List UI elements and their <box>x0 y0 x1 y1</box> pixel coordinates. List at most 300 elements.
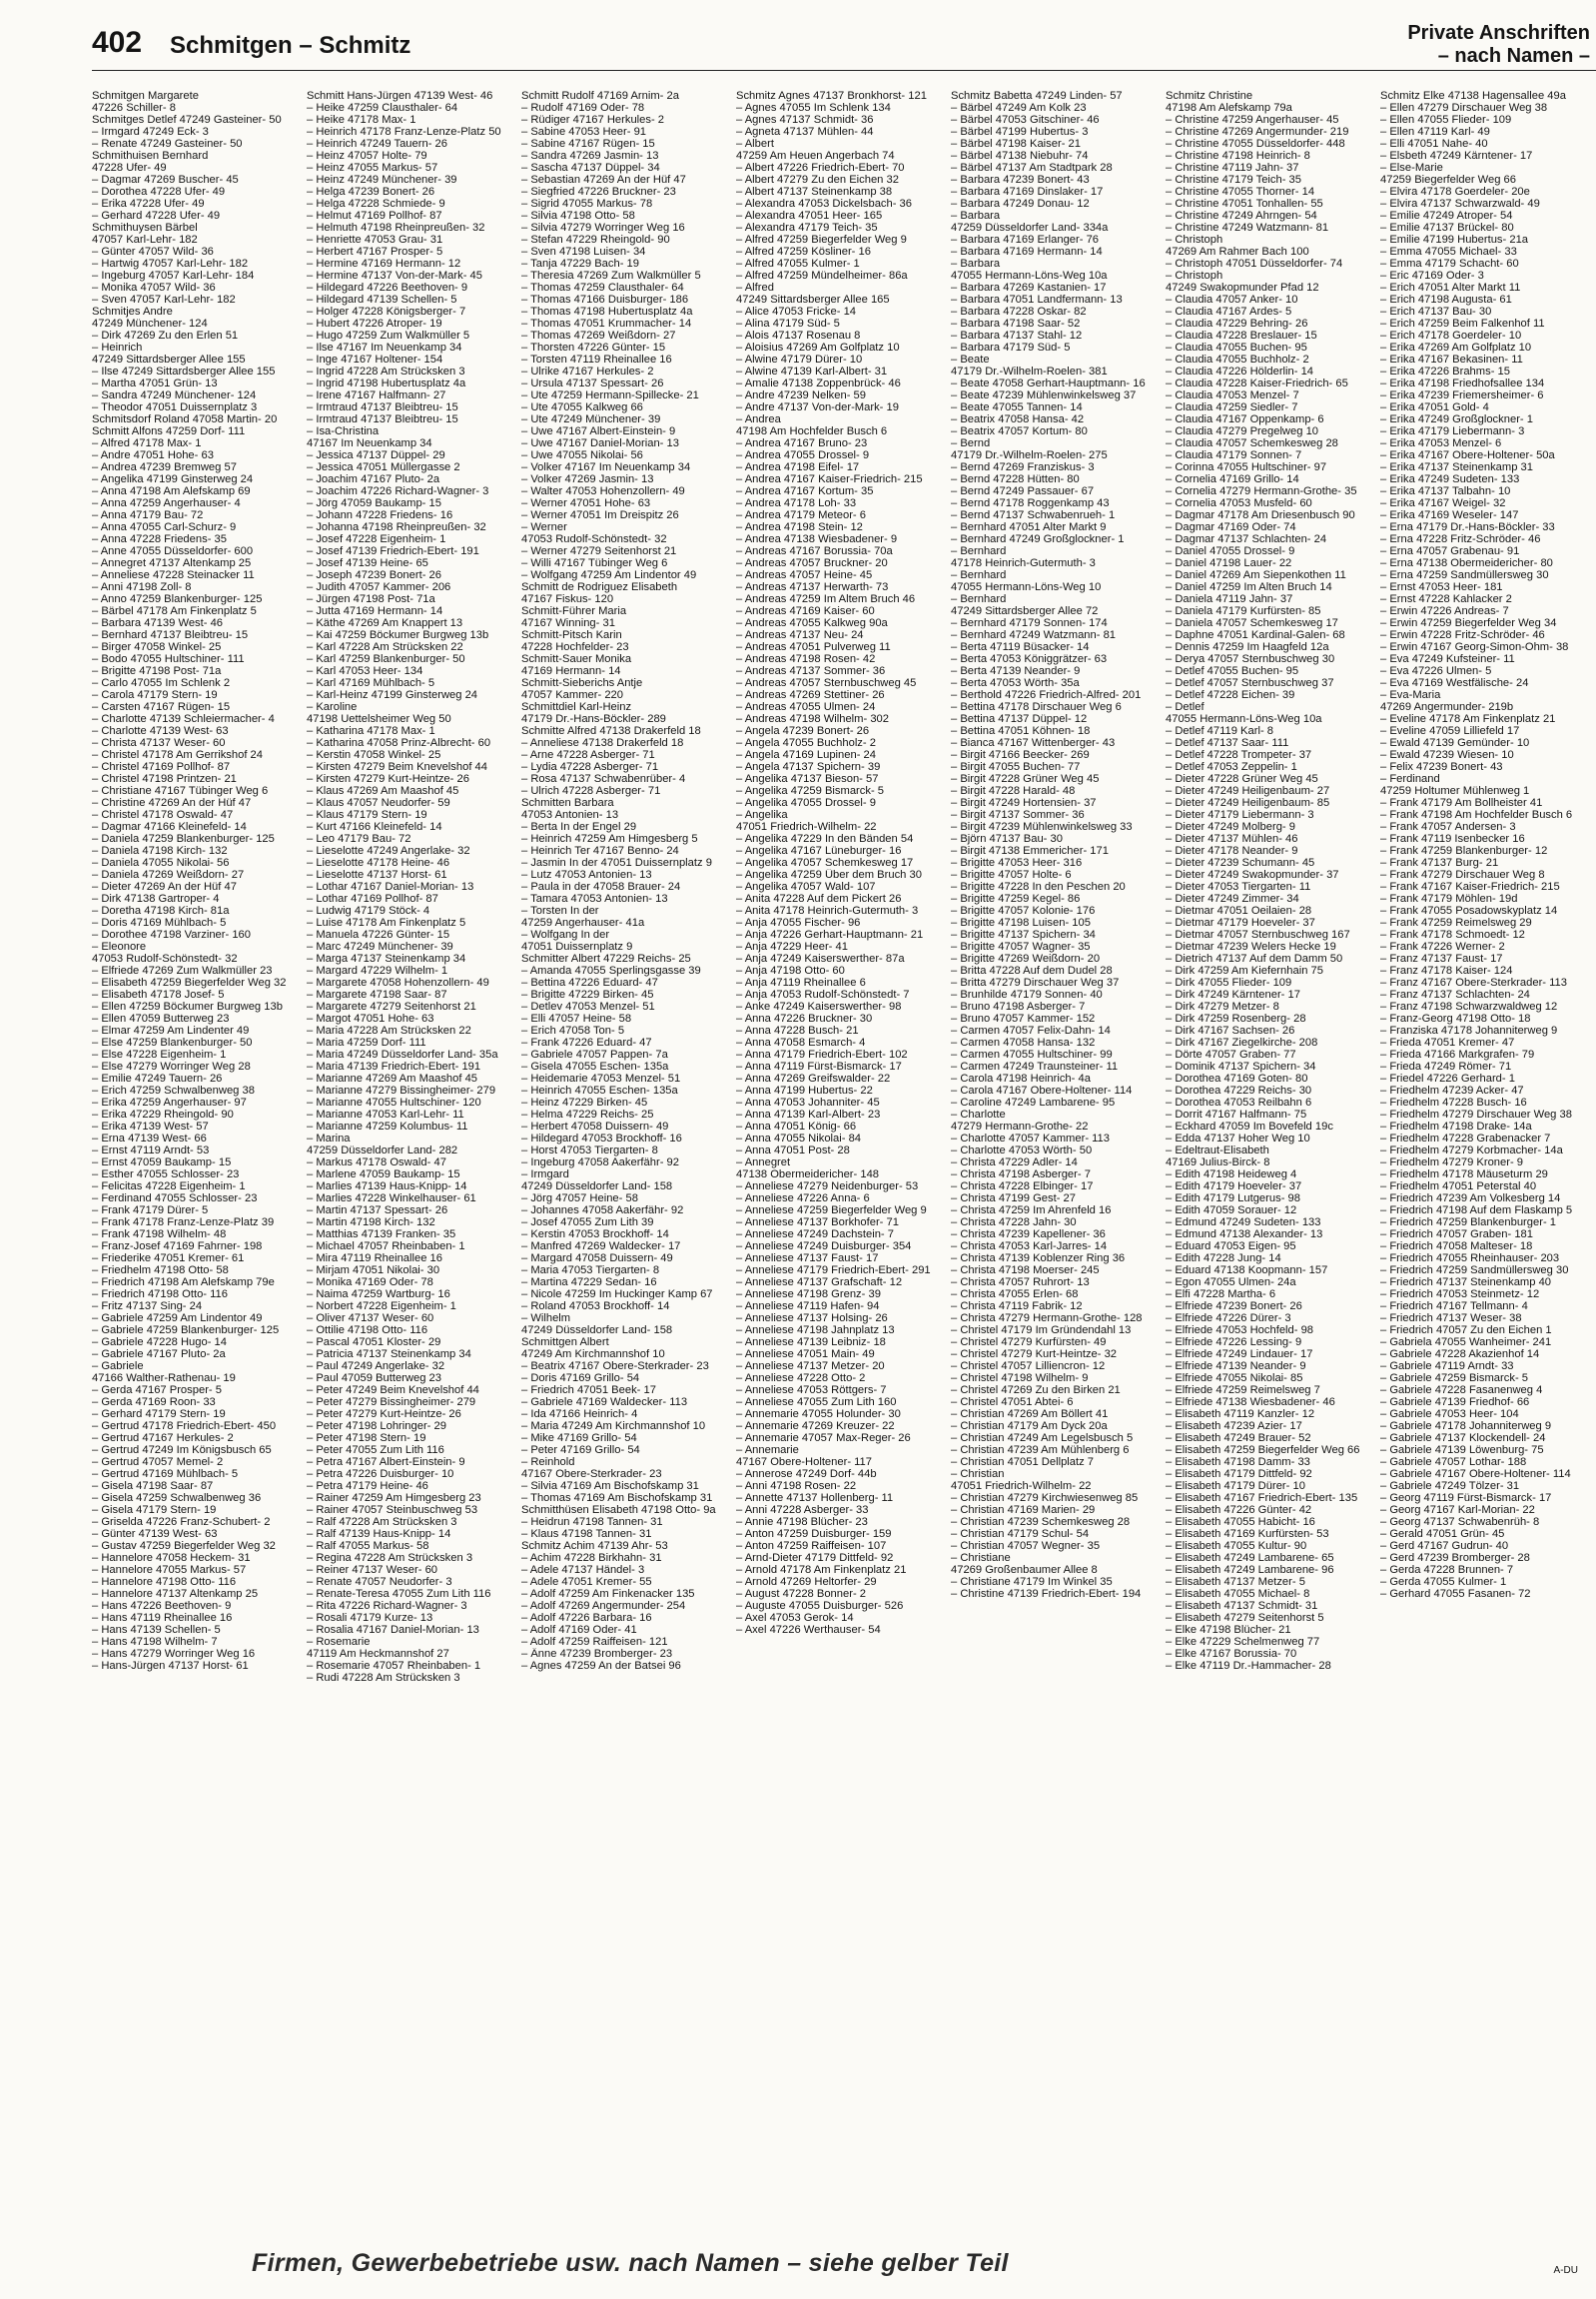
directory-entry: – Felicitas 47228 Eigenheim- 1 <box>92 1180 246 1192</box>
directory-entry: – Eva 47169 Westfälische- 24 <box>1380 677 1529 689</box>
directory-entry: – Heinrich 47178 Franz-Lenze-Platz 50 <box>307 126 501 138</box>
directory-entry: 47269 Großenbaumer Allee 8 <box>951 1564 1098 1576</box>
directory-entry: – Anneliese 47228 Steinacker 11 <box>92 569 255 581</box>
directory-entry: 47167 Fiskus- 120 <box>521 593 614 605</box>
directory-entry: – Gabriele 47137 Klockendell- 24 <box>1380 1432 1546 1444</box>
directory-entry: – Elfriede 47226 Lessing- 9 <box>1166 1336 1302 1348</box>
directory-entry: – Andreas 47057 Heine- 45 <box>736 569 873 581</box>
directory-entry: 47198 Am Alefskamp 79a <box>1166 102 1292 114</box>
directory-entry: – Anja 47226 Gerhart-Hauptmann- 21 <box>736 929 924 941</box>
directory-entry: – Andreas 47137 Herwarth- 73 <box>736 581 889 593</box>
directory-entry: – Auguste 47055 Duisburger- 526 <box>736 1600 904 1612</box>
directory-entry: – Elisabeth 47055 Kultur- 90 <box>1166 1540 1307 1552</box>
directory-entry: – Heinrich 47055 Eschen- 135a <box>521 1085 678 1097</box>
directory-entry: – Joachim 47167 Pluto- 2a <box>307 473 440 485</box>
directory-entry: – Elisabeth 47239 Azier- 17 <box>1166 1420 1302 1432</box>
directory-entry: – Christine 47198 Heinrich- 8 <box>1166 150 1310 162</box>
directory-entry: – Kerstin 47058 Winkel- 25 <box>307 749 441 761</box>
directory-entry: – Brigitte 47269 Weißdorn- 20 <box>951 953 1101 965</box>
directory-entry: 47055 Hermann-Löns-Weg 10a <box>951 270 1108 282</box>
directory-entry: – Elisabeth 47198 Damm- 33 <box>1166 1456 1310 1468</box>
directory-entry: – Christoph 47051 Düsseldorfer- 74 <box>1166 258 1343 270</box>
directory-entry: – Heinz 47055 Markus- 57 <box>307 162 438 174</box>
directory-entry: – Ellen 47119 Karl- 49 <box>1380 126 1490 138</box>
directory-entry: – Daniela 47259 Blankenburger- 125 <box>92 833 275 845</box>
directory-entry: – Renate 47249 Gasteiner- 50 <box>92 138 243 150</box>
directory-entry: – Georg 47167 Karl-Morian- 22 <box>1380 1504 1535 1516</box>
directory-entry: – Doris 47169 Mühlbach- 5 <box>92 917 227 929</box>
directory-entry: – Anneliese 47259 Biegerfelder Weg 9 <box>736 1204 927 1216</box>
directory-entry: – Christa 47228 Elbinger- 17 <box>951 1180 1094 1192</box>
directory-entry: – Erwin 47259 Biegerfelder Weg 34 <box>1380 617 1557 629</box>
directory-entry: – Eva-Maria <box>1380 689 1441 701</box>
directory-entry: – Ilse 47167 Im Neuenkamp 34 <box>307 342 462 354</box>
directory-entry: – Derya 47057 Sternbuschweg 30 <box>1166 653 1335 665</box>
directory-entry: – Herbert 47167 Prosper- 5 <box>307 246 443 258</box>
directory-entry: Schmitt-Pitsch Karin <box>521 629 622 641</box>
directory-entry: – Christine 47249 Watzmann- 81 <box>1166 222 1329 234</box>
directory-entry: – Helma 47229 Reichs- 25 <box>521 1109 654 1121</box>
directory-entry: Schmithuisen Bernhard <box>92 150 209 162</box>
directory-entry: – Mike 47169 Grillo- 54 <box>521 1432 637 1444</box>
directory-entry: – Daniel 47259 Im Alten Bruch 14 <box>1166 581 1332 593</box>
directory-entry: – Manfred 47269 Waldecker- 17 <box>521 1240 681 1252</box>
directory-entry: – Christine 47055 Düsseldorfer- 448 <box>1166 138 1345 150</box>
directory-entry: – Annemarie 47057 Max-Reger- 26 <box>736 1432 911 1444</box>
directory-entry: – Claudia 47055 Buchholz- 2 <box>1166 354 1309 366</box>
directory-entry: – Heidemarie 47053 Menzel- 51 <box>521 1073 681 1085</box>
directory-entry: – Gisela 47055 Eschen- 135a <box>521 1061 669 1073</box>
directory-entry: – Gerda 47169 Roon- 33 <box>92 1396 216 1408</box>
directory-entry: 47051 Friedrich-Wilhelm- 22 <box>951 1480 1092 1492</box>
directory-entry: – Lutz 47053 Antonien- 13 <box>521 869 652 881</box>
directory-entry: – Barbara 47139 West- 46 <box>92 617 224 629</box>
directory-entry: – Gerd 47167 Gudrun- 40 <box>1380 1540 1509 1552</box>
directory-entry: – Theresia 47269 Zum Walkmüller 5 <box>521 270 701 282</box>
directory-entry: – Anke 47249 Kaiserswerther- 98 <box>736 1001 902 1013</box>
directory-entry: 47259 Holtumer Mühlenweg 1 <box>1380 785 1530 797</box>
directory-entry: – Berta 47053 Königgrätzer- 63 <box>951 653 1108 665</box>
directory-entry: – Erika 47137 Talbahn- 10 <box>1380 485 1511 497</box>
directory-entry: – Claudia 47053 Menzel- 7 <box>1166 389 1299 401</box>
directory-entry: – Corinna 47055 Hultschiner- 97 <box>1166 461 1327 473</box>
directory-entry: – Marianne 47259 Kolumbus- 11 <box>307 1121 468 1133</box>
section-heading <box>1407 22 1590 68</box>
directory-entry: – Ute 47259 Hermann-Spillecke- 21 <box>521 389 699 401</box>
directory-entry: – Gerd 47239 Bromberger- 28 <box>1380 1552 1530 1564</box>
directory-entry: – Friedrich 47057 Zu den Eichen 1 <box>1380 1324 1552 1336</box>
directory-entry: – Christiane <box>951 1552 1011 1564</box>
directory-entry: – Andreas 47137 Neu- 24 <box>736 629 864 641</box>
directory-entry: – Barbara <box>951 210 1001 222</box>
directory-entry: – Dominik 47137 Spichern- 34 <box>1166 1061 1316 1073</box>
directory-entry: – Anneliese 47137 Borkhofer- 71 <box>736 1216 899 1228</box>
directory-entry: – Karl 47053 Heer- 134 <box>307 665 423 677</box>
directory-entry: – Daniela 47119 Jahn- 37 <box>1166 593 1293 605</box>
directory-entry: – Torsten In der <box>521 905 599 917</box>
directory-entry: – Elfriede 47055 Nikolai- 85 <box>1166 1372 1303 1384</box>
directory-entry: – Gerhard 47228 Ufer- 49 <box>92 210 221 222</box>
directory-entry: – Frank 47178 Schmoedt- 12 <box>1380 929 1525 941</box>
directory-entry: – Hannelore 47058 Heckem- 31 <box>92 1552 251 1564</box>
directory-entry: – Lydia 47228 Asberger- 71 <box>521 761 659 773</box>
directory-entry: Schmitt Hans-Jürgen 47139 West- 46 <box>307 90 493 102</box>
directory-entry: – Beate 47058 Gerhart-Hauptmann- 16 <box>951 378 1146 389</box>
directory-entry: – Gabriele 47119 Arndt- 33 <box>1380 1360 1514 1372</box>
directory-entry: – Annerose 47249 Dorf- 44b <box>736 1468 877 1480</box>
directory-entry: – Ingeburg 47058 Aakerfähr- 92 <box>521 1156 679 1168</box>
directory-entry: – Albert 47226 Friedrich-Ebert- 70 <box>736 162 905 174</box>
directory-entry: – Agnes 47137 Schmidt- 36 <box>736 114 874 126</box>
directory-entry: – Friedhelm 47228 Grabenacker 7 <box>1380 1133 1551 1145</box>
directory-entry: – Bernhard 47249 Watzmann- 81 <box>951 629 1117 641</box>
directory-column-1 <box>92 90 304 2227</box>
directory-entry: – Elisabeth 47055 Habicht- 16 <box>1166 1516 1315 1528</box>
directory-entry: – Else-Marie <box>1380 162 1443 174</box>
directory-entry: – Hannelore 47137 Altenkamp 25 <box>92 1588 259 1600</box>
directory-entry: – Gabriele 47228 Fasanenweg 4 <box>1380 1384 1543 1396</box>
directory-entry: – Elfriede 47226 Dürer- 3 <box>1166 1312 1291 1324</box>
directory-entry: – Daniela 47055 Nikolai- 56 <box>92 857 230 869</box>
directory-entry: – Dieter 47249 Heiligenbaum- 27 <box>1166 785 1330 797</box>
directory-entry: – Dieter 47137 Mühlen- 46 <box>1166 833 1298 845</box>
directory-entry: – Anja 47249 Kaiserswerther- 87a <box>736 953 905 965</box>
directory-entry: – Erika 47169 Weseler- 147 <box>1380 509 1519 521</box>
directory-entry: – Angela 47169 Lupinen- 24 <box>736 749 876 761</box>
directory-entry: – Christiane 47167 Tübinger Weg 6 <box>92 785 269 797</box>
directory-entry: – Maria 47053 Tiergarten- 8 <box>521 1264 660 1276</box>
directory-entry: – Frank 47226 Werner- 2 <box>1380 941 1505 953</box>
directory-entry: – Arne 47228 Asberger- 71 <box>521 749 655 761</box>
directory-entry: – Elisabeth 47055 Michael- 8 <box>1166 1588 1310 1600</box>
directory-entry: – Andrea 47198 Stein- 12 <box>736 521 863 533</box>
directory-entry: – Hugo 47259 Zum Walkmüller 5 <box>307 330 470 342</box>
directory-entry: – Friedrich 47055 Rheinhauser- 203 <box>1380 1252 1560 1264</box>
directory-entry: – Torsten 47119 Rheinallee 16 <box>521 354 672 366</box>
directory-entry: – Christa 47239 Kapellener- 36 <box>951 1228 1106 1240</box>
directory-entry: – Ernst 47228 Kahlacker 2 <box>1380 593 1512 605</box>
directory-entry: – Erna 47057 Grabenau- 91 <box>1380 545 1520 557</box>
directory-entry: – Annemarie 47055 Holunder- 30 <box>736 1408 901 1420</box>
directory-entry: – Friedrich 47051 Beek- 17 <box>521 1384 656 1396</box>
directory-entry: – Willi 47167 Tübinger Weg 6 <box>521 557 668 569</box>
directory-entry: – Elisabeth 47137 Schmidt- 31 <box>1166 1600 1318 1612</box>
directory-entry: – Wilhelm <box>521 1312 571 1324</box>
directory-entry: – Andreas 47137 Sommer- 36 <box>736 665 886 677</box>
directory-entry: – Klaus 47057 Neudorfer- 59 <box>307 797 450 809</box>
directory-entry: – Alfred 47259 Mündelheimer- 86a <box>736 270 908 282</box>
directory-entry: – Detlef 47119 Karl- 8 <box>1166 725 1274 737</box>
directory-entry: – Andrea 47198 Eifel- 17 <box>736 461 860 473</box>
directory-entry: – Heike 47259 Clausthaler- 64 <box>307 102 458 114</box>
directory-entry: – Erwin 47167 Georg-Simon-Ohm- 38 <box>1380 641 1569 653</box>
directory-entry: – Erika 47139 West- 57 <box>92 1121 209 1133</box>
directory-entry: – Andreas 47167 Borussia- 70a <box>736 545 893 557</box>
directory-entry: – Maria 47259 Dorf- 111 <box>307 1037 426 1049</box>
directory-entry: – Friedrich 47198 Am Alefskamp 79e <box>92 1276 275 1288</box>
directory-entry: 47198 Uettelsheimer Weg 50 <box>307 713 451 725</box>
directory-entry: – Christa 47229 Adler- 14 <box>951 1156 1078 1168</box>
directory-entry: – Anneliese 47249 Duisburger- 354 <box>736 1240 912 1252</box>
directory-entry: – Gabriele 47053 Heer- 104 <box>1380 1408 1519 1420</box>
directory-entry: – Helmut 47169 Pollhof- 87 <box>307 210 442 222</box>
directory-entry: – Frank 47167 Kaiser-Friedrich- 215 <box>1380 881 1560 893</box>
directory-entry: – Birgit 47239 Mühlenwinkelsweg 33 <box>951 821 1133 833</box>
directory-entry: – Christa 47057 Ruhrort- 13 <box>951 1276 1090 1288</box>
directory-entry: – Barbara <box>951 258 1001 270</box>
directory-entry: – Angelika <box>736 809 788 821</box>
directory-entry: – Gerhard 47055 Fasanen- 72 <box>1380 1588 1531 1600</box>
directory-entry: – Gerald 47051 Grün- 45 <box>1380 1528 1505 1540</box>
directory-entry: – Martin 47137 Spessart- 26 <box>307 1204 448 1216</box>
directory-entry: – Christian 47279 Kirchwiesenweg 85 <box>951 1492 1139 1504</box>
directory-entry: – Anneliese 47279 Neidenburger- 53 <box>736 1180 919 1192</box>
directory-entry: – Brigitte 47228 In den Peschen 20 <box>951 881 1126 893</box>
directory-entry: – Anton 47259 Duisburger- 159 <box>736 1528 892 1540</box>
directory-entry: – Heinz 47249 Münchener- 39 <box>307 174 457 186</box>
directory-entry: – Lieselotte 47178 Heine- 46 <box>307 857 450 869</box>
directory-entry: – Doris 47169 Grillo- 54 <box>521 1372 640 1384</box>
directory-entry: – Andrea 47055 Drossel- 9 <box>736 449 870 461</box>
directory-entry: – Claudia 47179 Sonnen- 7 <box>1166 449 1302 461</box>
directory-entry: – Franz 47137 Schlachten- 24 <box>1380 989 1530 1001</box>
directory-entry: – Johann 47228 Friedens- 16 <box>307 509 453 521</box>
directory-entry: – Dirk 47138 Gartroper- 4 <box>92 893 220 905</box>
directory-entry: – Ralf 47055 Markus- 58 <box>307 1540 429 1552</box>
directory-entry: – Ernst 47053 Heer- 181 <box>1380 581 1503 593</box>
directory-entry: – Rüdiger 47167 Herkules- 2 <box>521 114 665 126</box>
directory-entry: – Elsbeth 47249 Kärntener- 17 <box>1380 150 1533 162</box>
directory-entry: – Elisabeth 47179 Dürer- 10 <box>1166 1480 1305 1492</box>
directory-entry: – Rudi 47228 Am Strücksken 3 <box>307 1672 460 1684</box>
directory-entry: – Brigitte 47198 Post- 71a <box>92 665 222 677</box>
directory-entry: – Renate 47057 Neudorfer- 3 <box>307 1576 452 1588</box>
directory-entry: – Angelika 47057 Wald- 107 <box>736 881 876 893</box>
directory-entry: – Daniela 47198 Kirch- 132 <box>92 845 228 857</box>
directory-entry: – Theodor 47051 Duissernplatz 3 <box>92 401 258 413</box>
directory-entry: – Gabriele 47167 Pluto- 2a <box>92 1348 226 1360</box>
directory-entry: – Dorrit 47167 Halfmann- 75 <box>1166 1109 1307 1121</box>
directory-entry: – Ottilie 47198 Otto- 116 <box>307 1324 428 1336</box>
directory-entry: – Thomas 47051 Krummacher- 14 <box>521 318 692 330</box>
directory-entry: – Margarete 47279 Seitenhorst 21 <box>307 1001 476 1013</box>
directory-entry: – Luise 47178 Am Finkenplatz 5 <box>307 917 466 929</box>
directory-entry: – Friedhelm 47198 Drake- 14a <box>1380 1121 1532 1133</box>
directory-entry: – Gertrud 47169 Mühlbach- 5 <box>92 1468 239 1480</box>
directory-entry: – Manuela 47226 Günter- 15 <box>307 929 450 941</box>
directory-entry: – Irmgard 47249 Eck- 3 <box>92 126 209 138</box>
directory-entry: – Anna 47051 König- 66 <box>736 1121 857 1133</box>
directory-entry: – Ferdinand 47055 Schlosser- 23 <box>92 1192 258 1204</box>
directory-entry: – Erna 47179 Dr.-Hans-Böckler- 33 <box>1380 521 1555 533</box>
directory-entry: – Dieter 47178 Neander- 9 <box>1166 845 1298 857</box>
directory-entry: – Frank 47198 Wilhelm- 48 <box>92 1228 227 1240</box>
directory-column-5 <box>951 90 1163 2227</box>
page-header <box>92 22 1596 66</box>
directory-entry: – Erich 47259 Beim Falkenhof 11 <box>1380 318 1545 330</box>
directory-entry: – Anna 47198 Am Alefskamp 69 <box>92 485 251 497</box>
directory-entry: – Hans 47279 Worringer Weg 16 <box>92 1648 256 1660</box>
directory-entry: – Klaus 47179 Stern- 19 <box>307 809 427 821</box>
directory-entry: Schmitt-Führer Maria <box>521 605 627 617</box>
directory-entry: 47119 Am Heckmannshof 27 <box>307 1648 449 1660</box>
directory-entry: – Hildegard 47226 Beethoven- 9 <box>307 282 468 294</box>
directory-entry: – Josef 47228 Eigenheim- 1 <box>307 533 446 545</box>
directory-entry: – Dietmar 47057 Sternbuschweg 167 <box>1166 929 1350 941</box>
directory-entry: – Daniela 47057 Schemkesweg 17 <box>1166 617 1338 629</box>
directory-entry: – Gabriele 47057 Pappen- 7a <box>521 1049 668 1061</box>
directory-entry: 47169 Julius-Birck- 8 <box>1166 1156 1270 1168</box>
directory-entry: – Erich 47198 Augusta- 61 <box>1380 294 1512 306</box>
directory-entry: – Caroline 47249 Lambarene- 95 <box>951 1097 1116 1109</box>
directory-entry: – Friedrich 47167 Tellmann- 4 <box>1380 1300 1528 1312</box>
directory-entry: 47249 Düsseldorfer Land- 158 <box>521 1180 673 1192</box>
directory-entry: – Emma 47179 Schacht- 60 <box>1380 258 1519 270</box>
directory-entry: – Gerhard 47179 Stern- 19 <box>92 1408 226 1420</box>
directory-entry: – Detlef <box>1166 701 1204 713</box>
directory-entry: – Christine 47051 Tonhallen- 55 <box>1166 198 1323 210</box>
directory-entry: – Bärbel 47178 Am Finkenplatz 5 <box>92 605 257 617</box>
directory-entry: Schmitz Achim 47139 Ahr- 53 <box>521 1540 668 1552</box>
directory-entry: – Edda 47137 Hoher Weg 10 <box>1166 1133 1310 1145</box>
directory-entry: – Angelika 47259 Bismarck- 5 <box>736 785 885 797</box>
directory-entry: – Ralf 47228 Am Strücksken 3 <box>307 1516 457 1528</box>
footer-notice: Firmen, Gewerbebetriebe usw. nach Namen – siehe gelber Teil <box>252 2249 1009 2277</box>
directory-entry: – Ernst 47119 Arndt- 53 <box>92 1145 210 1156</box>
directory-entry: 47167 Winning- 31 <box>521 617 615 629</box>
directory-entry: – Annegret 47137 Altenkamp 25 <box>92 557 252 569</box>
directory-entry: – Anneliese 47139 Leibniz- 18 <box>736 1336 886 1348</box>
directory-entry: – Annemarie 47269 Kreuzer- 22 <box>736 1420 895 1432</box>
directory-entry: – Christine 47259 Angerhauser- 45 <box>1166 114 1339 126</box>
directory-entry: – Margarete 47198 Saar- 87 <box>307 989 447 1001</box>
directory-entry: – Daniel 47198 Lauer- 22 <box>1166 557 1292 569</box>
directory-entry: – Christian 47239 Am Mühlenberg 6 <box>951 1444 1130 1456</box>
directory-entry: Schmitz Christine <box>1166 90 1253 102</box>
directory-entry: – Gerda 47228 Brunnen- 7 <box>1380 1564 1514 1576</box>
directory-entry: – Alwine 47179 Dürer- 10 <box>736 354 863 366</box>
directory-entry: – Frank 47259 Blankenburger- 12 <box>1380 845 1548 857</box>
directory-entry: – Thorsten 47226 Günter- 15 <box>521 342 666 354</box>
directory-entry: – Christine 47119 Jahn- 37 <box>1166 162 1299 174</box>
directory-entry: – Eveline 47059 Lilliefeld 17 <box>1380 725 1520 737</box>
directory-entry: – Klaus 47198 Tannen- 31 <box>521 1528 652 1540</box>
directory-entry: – Dorothea 47229 Reichs- 30 <box>1166 1085 1312 1097</box>
directory-entry: – Elfi 47228 Martha- 6 <box>1166 1288 1276 1300</box>
directory-entry: – Angela 47239 Bonert- 26 <box>736 725 870 737</box>
directory-entry: 47198 Am Hochfelder Busch 6 <box>736 425 888 437</box>
directory-entry: – Johanna 47198 Rheinpreußen- 32 <box>307 521 486 533</box>
directory-entry: – Rosemarie <box>307 1636 371 1648</box>
directory-entry: – Friedrich 47239 Am Volkesberg 14 <box>1380 1192 1561 1204</box>
directory-entry: – Brunhilde 47179 Sonnen- 40 <box>951 989 1103 1001</box>
directory-entry: – Andrea 47179 Meteor- 6 <box>736 509 866 521</box>
directory-entry: – Christa 47198 Asberger- 7 <box>951 1168 1091 1180</box>
directory-entry: – Daniel 47269 Am Siepenkothen 11 <box>1166 569 1346 581</box>
directory-entry: – Dirk 47167 Ziegelkirche- 208 <box>1166 1037 1318 1049</box>
directory-entry: – Hildegard 47053 Brockhoff- 16 <box>521 1133 682 1145</box>
directory-entry: – Erna 47228 Fritz-Schröder- 46 <box>1380 533 1541 545</box>
directory-entry: – Gabriele 47259 Bismarck- 5 <box>1380 1372 1528 1384</box>
directory-entry: – Erika 47167 Obere-Holtener- 50a <box>1380 449 1555 461</box>
directory-entry: – Uwe 47167 Daniel-Morian- 13 <box>521 437 679 449</box>
directory-entry: – Bärbel 47198 Kaiser- 21 <box>951 138 1081 150</box>
directory-entry: – Erna 47259 Sandmüllersweg 30 <box>1380 569 1549 581</box>
directory-entry: – Erika 47226 Brahms- 15 <box>1380 366 1510 378</box>
directory-entry: – Friedhelm 47198 Otto- 58 <box>92 1264 229 1276</box>
directory-entry: – Bettina 47051 Köhnen- 18 <box>951 725 1091 737</box>
directory-entry: – Peter 47055 Zum Lith 116 <box>307 1444 444 1456</box>
directory-entry: – Bernhard 47051 Alter Markt 9 <box>951 521 1107 533</box>
directory-entry: – Volker 47269 Jasmin- 13 <box>521 473 654 485</box>
directory-entry: – Franz 47167 Obere-Sterkrader- 113 <box>1380 977 1567 989</box>
directory-entry: – Hermine 47137 Von-der-Mark- 45 <box>307 270 482 282</box>
directory-entry: – Annemarie <box>736 1444 799 1456</box>
directory-entry: – Friedhelm 47228 Busch- 16 <box>1380 1097 1527 1109</box>
directory-entry: – Dagmar 47169 Oder- 74 <box>1166 521 1296 533</box>
directory-entry: – Dörte 47057 Graben- 77 <box>1166 1049 1296 1061</box>
directory-entry: – Ellen 47055 Flieder- 109 <box>1380 114 1512 126</box>
directory-entry: – Daphne 47051 Kardinal-Galen- 68 <box>1166 629 1345 641</box>
directory-entry: – Renate-Teresa 47055 Zum Lith 116 <box>307 1588 491 1600</box>
directory-entry: – Christel 47279 Kurfürsten- 49 <box>951 1336 1107 1348</box>
directory-entry: – Dorothea 47053 Reilbahn 6 <box>1166 1097 1312 1109</box>
directory-entry: – Brigitte 47057 Kolonie- 176 <box>951 905 1096 917</box>
directory-entry: 47053 Antonien- 13 <box>521 809 619 821</box>
directory-entry: Schmitt-Sieberichs Antje <box>521 677 643 689</box>
directory-entry: 47259 Biegerfelder Weg 66 <box>1380 174 1517 186</box>
directory-entry: – Peter 47279 Bissingheimer- 279 <box>307 1396 476 1408</box>
directory-entry: – Eleonore <box>92 941 147 953</box>
directory-entry: – Wolfgang 47259 Am Lindentor 49 <box>521 569 697 581</box>
directory-entry: – Hans 47226 Beethoven- 9 <box>92 1600 232 1612</box>
directory-entry: – Andreas 47269 Stettiner- 26 <box>736 689 885 701</box>
directory-entry: – Agnes 47055 Im Schlenk 134 <box>736 102 891 114</box>
directory-entry: – Bernd 47228 Hütten- 80 <box>951 473 1080 485</box>
directory-entry: – Martha 47051 Grün- 13 <box>92 378 218 389</box>
directory-entry: – Karl 47228 Am Strücksken 22 <box>307 641 463 653</box>
directory-entry: – Claudia 47057 Anker- 10 <box>1166 294 1298 306</box>
directory-entry: – Andre 47239 Nelken- 59 <box>736 389 866 401</box>
directory-entry: – Irmgard <box>521 1168 569 1180</box>
directory-entry: – Dieter 47239 Schumann- 45 <box>1166 857 1315 869</box>
directory-entry: – Amalie 47138 Zoppenbrück- 46 <box>736 378 901 389</box>
directory-entry: – Christel 47269 Zu den Birken 21 <box>951 1384 1121 1396</box>
directory-entry: – Karl 47259 Blankenburger- 50 <box>307 653 465 665</box>
directory-entry: – Frank 47279 Dirschauer Weg 8 <box>1380 869 1545 881</box>
directory-entry: – Carola 47179 Stern- 19 <box>92 689 218 701</box>
directory-entry: – Christine 47055 Thorner- 14 <box>1166 186 1315 198</box>
directory-entry: – Anneliese 47137 Faust- 17 <box>736 1252 879 1264</box>
directory-entry: – Anna 47051 Post- 28 <box>736 1145 850 1156</box>
directory-entry: – Georg 47137 Schwabenrüh- 8 <box>1380 1516 1540 1528</box>
directory-entry: – Andrea 47239 Bremweg 57 <box>92 461 237 473</box>
directory-entry: – Bettina 47226 Eduard- 47 <box>521 977 658 989</box>
directory-entry: – Detlef 47057 Sternbuschweg 37 <box>1166 677 1334 689</box>
directory-entry: 47167 Im Neuenkamp 34 <box>307 437 432 449</box>
directory-entry: – Achim 47228 Birkhahn- 31 <box>521 1552 662 1564</box>
directory-entry: – Gertrud 47178 Friedrich-Ebert- 450 <box>92 1420 277 1432</box>
directory-entry: – Andreas 47057 Bruckner- 20 <box>736 557 888 569</box>
directory-entry: – Frank 47226 Eduard- 47 <box>521 1037 652 1049</box>
directory-entry: – Alois 47137 Rosenau 8 <box>736 330 861 342</box>
directory-entry: – Bernhard <box>951 593 1007 605</box>
directory-entry: – Jessica 47137 Düppel- 29 <box>307 449 445 461</box>
directory-entry: – Bernhard 47137 Bleibtreu- 15 <box>92 629 249 641</box>
directory-entry: – Peter 47198 Lohringer- 29 <box>307 1420 446 1432</box>
directory-entry: – Ingrid 47198 Hubertusplatz 4a <box>307 378 466 389</box>
directory-entry: – Günter 47057 Wild- 36 <box>92 246 214 258</box>
